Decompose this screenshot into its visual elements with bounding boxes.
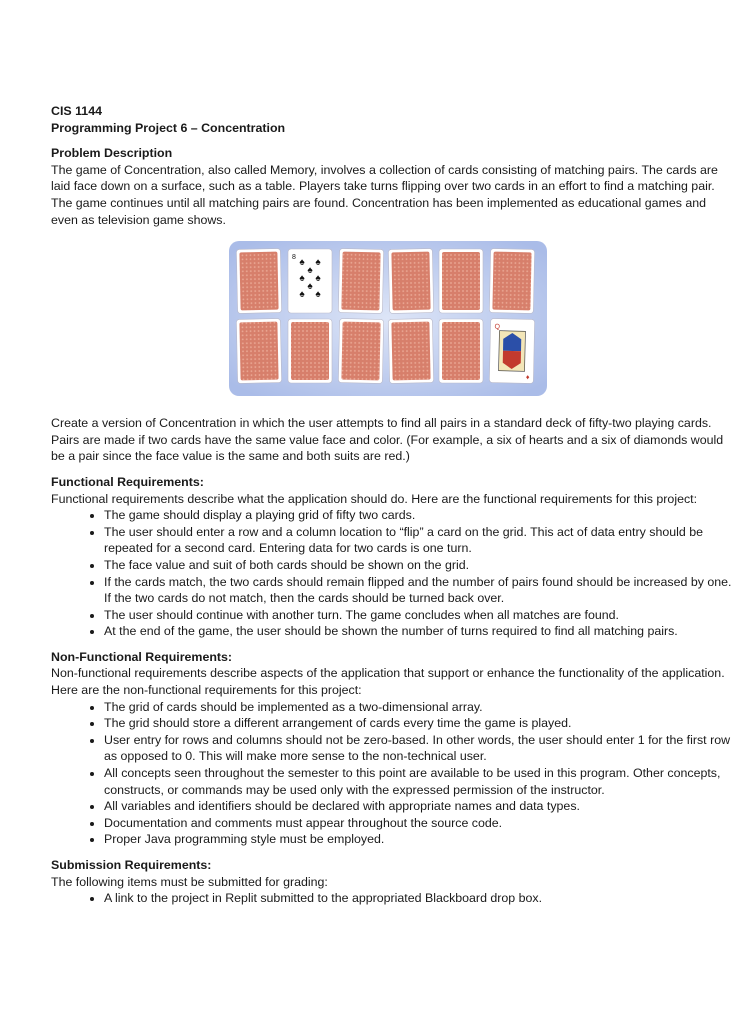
svg-text:♠: ♠	[299, 257, 305, 269]
document-content	[51, 103, 733, 907]
course-code: CIS 1144	[51, 104, 102, 118]
svg-text:♠: ♠	[299, 289, 305, 301]
svg-text:♠: ♠	[315, 257, 321, 269]
list-item: • All variables and identifiers should be declared with appropriate names and data types.	[104, 798, 733, 815]
list-item: • The grid should store a different arrangement of cards every time the game is played.	[104, 715, 733, 732]
nonfunctional-list	[51, 699, 733, 848]
svg-text:♠: ♠	[315, 273, 321, 285]
face-down-card	[439, 319, 483, 383]
face-down-card	[388, 249, 433, 314]
svg-text:Q: Q	[494, 323, 501, 331]
svg-text:♦: ♦	[525, 374, 530, 382]
face-up-card	[489, 319, 534, 384]
list-item: • The game should display a playing grid of fifty two cards.	[104, 507, 733, 524]
face-up-card	[288, 249, 332, 313]
submission-list	[51, 890, 733, 907]
list-item: • The grid of cards should be implemented as a two-dimensional array.	[104, 699, 733, 716]
submission-heading: Submission Requirements:	[51, 858, 212, 872]
svg-text:♠: ♠	[315, 289, 321, 301]
face-down-card	[236, 249, 281, 314]
svg-text:♠: ♠	[299, 273, 305, 285]
card-grid-image-svg	[229, 241, 547, 396]
list-item: • All concepts seen throughout the semester to this point are available to be used in this program. Other concepts, constructs, or commands may be used only with the expressed permission of the instructor.	[104, 765, 733, 798]
svg-text:8: 8	[292, 254, 296, 262]
list-item: • User entry for rows and columns should not be zero-based. In other words, the user should enter 1 for the first row as opposed to 0. This will make more sense to the non-technical user.	[104, 732, 733, 765]
intro-text: Create a version of Concentration in which the user attempts to find all pairs in a standard deck of fifty-two playing cards. Pairs are made if two cards have the same value face and color. (For example, a six of hearts and a six of diamonds would be a pair since the face value is the same and both suits are red.)	[51, 416, 724, 464]
nonfunctional-heading: Non-Functional Requirements:	[51, 649, 233, 664]
svg-text:♠: ♠	[307, 265, 313, 277]
list-item: • If the cards match, the two cards should remain flipped and the number of pairs found should be increased by one. If the two cards do not match, then the cards should be turned back over.	[104, 574, 733, 607]
face-down-card	[236, 319, 281, 384]
face-down-card	[338, 249, 383, 314]
list-item: • The user should enter a row and a column location to “flip” a card on the grid. This act of data entry should be repeated for a second card. Entering data for two cards is one turn.	[104, 524, 733, 557]
face-down-card	[338, 319, 383, 384]
face-down-card	[489, 249, 534, 314]
list-item: • At the end of the game, the user should be shown the number of turns required to find all matching pairs.	[104, 623, 733, 640]
face-down-card	[388, 319, 433, 384]
nonfunctional-intro: Non-functional requirements describe aspects of the application that support or enhance the functionality of the application. Here are the non-functional requirements for this project:	[51, 666, 725, 698]
project-title: Programming Project 6 – Concentration	[51, 120, 286, 135]
list-item: • The user should continue with another turn. The game concludes when all matches are found.	[104, 607, 733, 624]
submission-intro: The following items must be submitted for grading:	[51, 874, 328, 889]
functional-heading: Functional Requirements:	[51, 474, 204, 489]
problem-text: The game of Concentration, also called Memory, involves a collection of cards consisting of matching pairs. The cards are laid face down on a surface, such as a table. Players take turns flipping over two cards in an effort to find a matching pair. The game continues until all matching pairs are found. Concentration has been implemented as educational games and even as television game shows.	[51, 162, 718, 227]
list-item: • Proper Java programming style must be employed.	[104, 831, 733, 848]
list-item: • Documentation and comments must appear throughout the source code.	[104, 815, 733, 832]
functional-list	[51, 507, 733, 640]
list-item: • The face value and suit of both cards should be shown on the grid.	[104, 557, 733, 574]
list-item: • A link to the project in Replit submitted to the appropriated Blackboard drop box.	[104, 890, 733, 907]
functional-intro: Functional requirements describe what the application should do. Here are the functional requirements for this project:	[51, 491, 698, 506]
face-down-card	[288, 319, 332, 383]
svg-text:♠: ♠	[307, 281, 313, 293]
problem-heading: Problem Description	[51, 146, 173, 161]
card-grid-image	[229, 241, 547, 396]
face-down-card	[439, 249, 483, 313]
